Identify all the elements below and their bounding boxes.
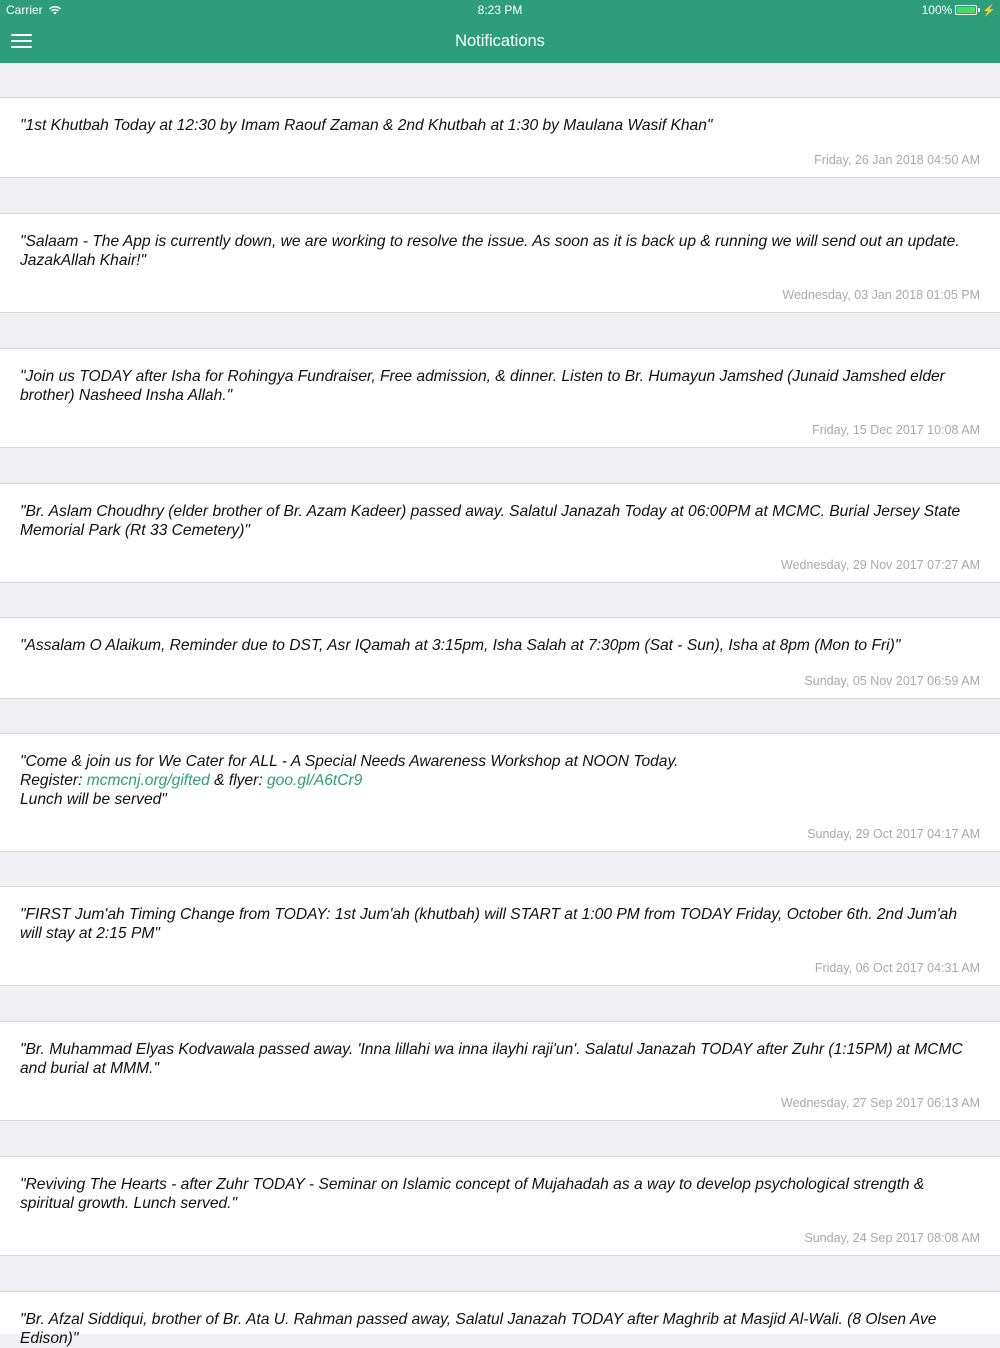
status-right: [922, 3, 996, 17]
battery-icon: [955, 5, 977, 15]
carrier-label: Carrier: [6, 3, 43, 17]
clock: 8:23 PM: [477, 3, 523, 17]
battery-tip: [978, 8, 980, 12]
message-line: [20, 771, 985, 790]
notification-timestamp: Sunday, 05 Nov 2017 06:59 AM: [804, 674, 980, 688]
notification-timestamp: Sunday, 29 Oct 2017 04:17 AM: [807, 827, 980, 841]
notification-message: "FIRST Jum'ah Timing Change from TODAY: 1st Jum'ah (khutbah) will START at 1:00 PM from TODAY Friday, October 6th. 2nd Jum'ah will stay at 2:15 PM": [20, 906, 958, 942]
notification-item[interactable]: [0, 1021, 1000, 1121]
app-header: [0, 0, 1000, 63]
charging-icon: ⚡: [982, 4, 996, 17]
battery-level: [957, 7, 975, 13]
notification-timestamp: Friday, 15 Dec 2017 10:08 AM: [812, 423, 980, 437]
notification-item[interactable]: [0, 1291, 1000, 1347]
notification-timestamp: Wednesday, 29 Nov 2017 07:27 AM: [781, 558, 980, 572]
flyer-label: & flyer:: [209, 772, 267, 789]
notification-message: "Reviving The Hearts - after Zuhr TODAY - Seminar on Islamic concept of Mujahadah as a way to develop psychological strength & spiritual growth. Lunch served.": [20, 1176, 925, 1212]
notification-timestamp: Wednesday, 27 Sep 2017 06:13 AM: [781, 1096, 980, 1110]
notification-message: "Assalam O Alaikum, Reminder due to DST, Asr IQamah at 3:15pm, Isha Salah at 7:30pm (Sat - Sun), Isha at 8pm (Mon to Fri)": [20, 637, 901, 654]
notification-timestamp: Friday, 26 Jan 2018 04:50 AM: [814, 153, 980, 167]
notification-item[interactable]: [0, 97, 1000, 178]
notification-item[interactable]: [0, 1156, 1000, 1256]
notification-timestamp: Wednesday, 03 Jan 2018 01:05 PM: [782, 288, 980, 302]
notification-item[interactable]: [0, 348, 1000, 448]
notification-item[interactable]: [0, 483, 1000, 583]
notification-message: "Salaam - The App is currently down, we are working to resolve the issue. As soon as it is back up & running we will send out an update. JazakAllah Khair!": [20, 233, 960, 269]
navigation-bar: [0, 20, 1000, 63]
message-line: Lunch will be served": [20, 791, 167, 808]
notification-item[interactable]: [0, 617, 1000, 699]
notification-message: "Join us TODAY after Isha for Rohingya Fundraiser, Free admission, & dinner. Listen to Br. Humayun Jamshed (Junaid Jamshed elder brother) Nasheed Insha Allah.": [20, 368, 945, 404]
notification-item[interactable]: [0, 886, 1000, 986]
notification-timestamp: Sunday, 24 Sep 2017 08:08 AM: [804, 1231, 980, 1245]
notification-item[interactable]: [0, 733, 1000, 852]
notification-message: "1st Khutbah Today at 12:30 by Imam Raouf Zaman & 2nd Khutbah at 1:30 by Maulana Wasif Khan": [20, 117, 713, 134]
notification-message: "Br. Muhammad Elyas Kodvawala passed away. 'Inna lillahi wa inna ilayhi raji'un'. Salatul Janazah TODAY after Zuhr (1:15PM) at MCMC and burial at MMM.": [20, 1041, 963, 1077]
register-label: Register:: [20, 772, 87, 789]
notification-message: "Br. Aslam Choudhry (elder brother of Br. Azam Kadeer) passed away. Salatul Janazah Today at 06:00PM at MCMC. Burial Jersey State Memorial Park (Rt 33 Cemetery)": [20, 503, 961, 539]
notification-item[interactable]: [0, 213, 1000, 313]
flyer-link[interactable]: goo.gl/A6tCr9: [267, 772, 363, 789]
notification-timestamp: Friday, 06 Oct 2017 04:31 AM: [814, 961, 980, 975]
notification-message: "Br. Afzal Siddiqui, brother of Br. Ata U. Rahman passed away, Salatul Janazah TODAY after Maghrib at Masjid Al-Wali. (8 Olsen Ave Edison)": [20, 1311, 937, 1347]
battery-percent: 100%: [921, 3, 953, 17]
gifted-link[interactable]: mcmcnj.org/gifted: [86, 772, 210, 789]
page-title: Notifications: [455, 32, 545, 50]
notification-message: [20, 752, 985, 809]
message-line: "Come & join us for We Cater for ALL - A Special Needs Awareness Workshop at NOON Today.: [20, 753, 679, 770]
status-bar: [0, 0, 1000, 20]
